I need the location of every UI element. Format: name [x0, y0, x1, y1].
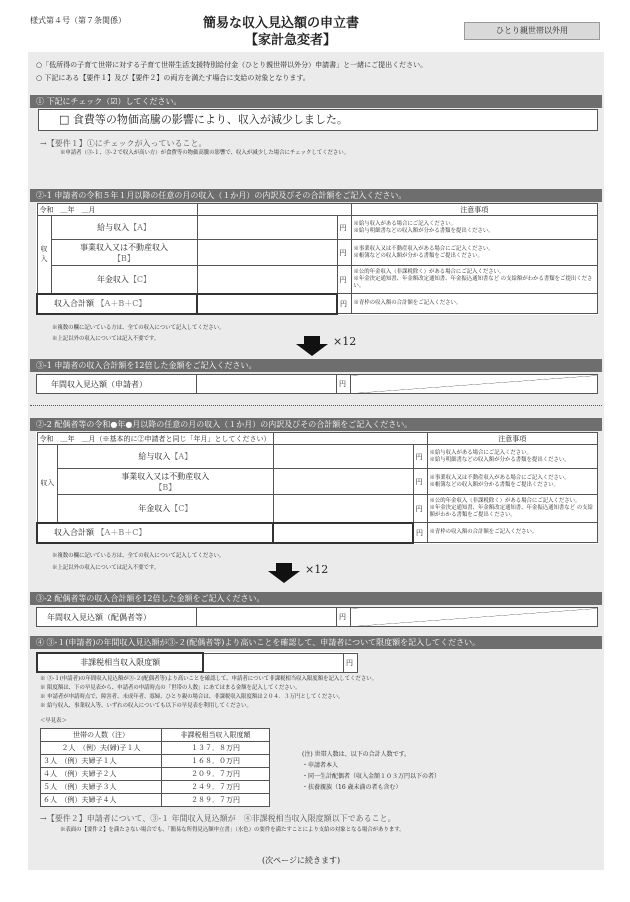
- down-arrow-icon: [268, 571, 300, 583]
- spouse-salary-input[interactable]: [273, 445, 413, 469]
- quick-th-1: 世帯の人数（注）: [41, 729, 162, 742]
- yen-unit: 円: [337, 216, 351, 240]
- yen-unit: 円: [337, 608, 351, 627]
- section-3-1-bar: ③-1 申請者の収入合計額を12倍した金額をご記入ください。: [30, 359, 602, 372]
- pension-input[interactable]: [197, 266, 337, 294]
- limit-note-3: ※ 申請者が申請時点で、障害者、未成年者、寡婦、ひとり親の場合は、非課税収入限度額は２０４．３万円としてください。: [40, 694, 344, 700]
- spouse-income-month: 令和 ＿年 ＿月（※基本的に②申請者と同じ「年月」としてください）: [37, 433, 273, 445]
- salary-tag: 【A】: [129, 223, 151, 232]
- salary-label: 給与収入: [138, 452, 171, 461]
- salary-note-2: ※給与明細書などの収入額が分かる書類を提出ください。: [429, 456, 570, 463]
- reduction-checkbox[interactable]: □ 食費等の物価高騰の影響により、収入が減少しました。: [38, 109, 598, 131]
- yen-unit: 円: [413, 445, 427, 469]
- business-tag: 【B】: [154, 482, 177, 492]
- section-2-2-bar: ②-2 配偶者等の令和●年●月以降の任意の月の収入（１か月）の内訳及びその合計額をご記入ください。: [30, 418, 602, 431]
- limit-table: [36, 652, 358, 673]
- applicant-annual-table: [36, 374, 598, 394]
- page-subtitle: 【家計急変者】: [245, 33, 337, 48]
- yen-unit: 円: [343, 653, 357, 672]
- salary-input[interactable]: [197, 216, 337, 240]
- limit-note-4: ※ 給与収入、事業収入等、いずれの収入についても以下の早見表を利用してください。: [40, 703, 252, 709]
- intro-line-1: ○「低所得の子育て世帯に対する子育て世帯生活支援特別給付金（ひとり親世帯以外分）申請書」と一緒にご提出ください。: [36, 61, 428, 69]
- foot-note-2: ※上記以外の収入については記入不要です。: [52, 336, 160, 342]
- notes-header: 注意事項: [351, 204, 598, 216]
- yen-unit: 円: [337, 294, 351, 314]
- pension-tag: 【C】: [170, 503, 193, 513]
- salary-note-1: ※給与収入がある場合にご記入ください。: [429, 449, 532, 456]
- yen-unit: 円: [413, 469, 427, 495]
- page-title: 簡易な収入見込額の申立書: [203, 16, 360, 31]
- requirement-2-note: ※表面の【要件２】を満たさない場合でも、「簡易な所得見込額申立書」（水色）の要件を満たすことにより支給の対象となる場合があります。: [60, 827, 405, 833]
- pension-note-1: ※公的年金収入（非課税除く）がある場合にご記入ください。: [353, 269, 505, 275]
- quick-row-1-size: ２人 （例）夫(婦)子１人: [41, 742, 162, 755]
- form-type-badge: ひとり親世帯以外用: [464, 22, 600, 40]
- requirement-1: →【要件１】①にチェックが入っていること。: [40, 139, 207, 148]
- applicant-income-table: [36, 203, 598, 315]
- household-note-3: ・同一生計配偶者（収入金額１０３万円以下の者）: [302, 773, 441, 780]
- section-1-bar: ① 下記にチェック（☑）してください。: [30, 95, 602, 108]
- quick-table-caption: ＜早見表＞: [40, 718, 67, 724]
- business-label: 事業収入又は不動産収入: [121, 471, 210, 481]
- pension-label: 年金収入: [96, 274, 129, 284]
- household-note-1: (注) 世帯人数は、以下の合計人数です。: [302, 751, 411, 758]
- business-tag: 【B】: [113, 253, 135, 263]
- limit-label: 非課税相当収入限度額: [37, 653, 203, 672]
- pension-note-2: ※年金決定通知書、年金額改定通知書、年金振込通知書など の支給額がわかる書類をご提出ください。: [429, 505, 593, 518]
- pension-tag: 【C】: [128, 274, 152, 284]
- quick-th-2: 非課税相当収入限度額: [161, 729, 269, 742]
- continued-footer: (次ページに続きます): [262, 856, 341, 865]
- quick-row-5-size: ６人 （例）夫婦子４人: [41, 794, 162, 807]
- limit-note-2: ※ 限度額は、下の早見表から、申請者の申請時点の「世帯の人数」にあてはまる金額を記入してください。: [40, 685, 301, 691]
- spouse-annual-input[interactable]: [197, 608, 337, 627]
- yen-unit: 円: [413, 495, 427, 523]
- spouse-income-table: [36, 432, 598, 544]
- total-tag: 【A＋B＋C】: [96, 299, 147, 308]
- quick-row-2-size: ３人 （例）夫婦子１人: [41, 755, 162, 768]
- spouse-business-input[interactable]: [273, 469, 413, 495]
- yen-unit: 円: [337, 375, 351, 394]
- total-input[interactable]: [197, 294, 337, 314]
- foot-note-2: ※上記以外の収入については記入不要です。: [52, 565, 160, 571]
- spouse-pension-input[interactable]: [273, 495, 413, 523]
- foot-note-1: ※複数の欄に記いている方は、全ての収入について記入してください。: [52, 553, 225, 559]
- down-arrow-icon: [276, 563, 292, 571]
- household-note-2: ・申請者本人: [302, 762, 339, 769]
- divider: [30, 405, 602, 406]
- form-number: 様式第４号（第７条関係）: [30, 16, 126, 25]
- total-note: ※青枠の収入額の合計額をご記入ください。: [351, 294, 598, 314]
- total-note: ※青枠の収入額の合計額をご記入ください。: [427, 523, 598, 543]
- salary-tag: 【A】: [170, 452, 193, 461]
- quick-row-3-limit: ２０９．７万円: [161, 768, 269, 781]
- yen-unit: 円: [337, 266, 351, 294]
- requirement-2: →【要件２】申請者について、③-１ 年間収入見込額が ④非課税相当収入限度額以下であること。: [40, 814, 396, 823]
- pension-note-1: ※公的年金収入（非課税除く）がある場合にご記入ください。: [429, 498, 581, 504]
- times-12: ×12: [333, 335, 357, 348]
- pension-label: 年金収入: [138, 503, 171, 513]
- section-4-bar: ④ ③-１(申請者)の年間収入見込額が③-２(配偶者等)より高いことを確認して、申請者について限度額を記入してください。: [30, 636, 602, 649]
- intro-line-2: ○ 下記にある【要件１】及び【要件２】の両方を満たす場合に支給の対象となります。: [36, 74, 310, 82]
- applicant-annual-label: 年間収入見込額（申請者）: [37, 375, 197, 394]
- business-note-2: ※帳簿などの収入額が分かる書類をご提出ください。: [353, 252, 483, 259]
- limit-input[interactable]: [203, 653, 343, 672]
- salary-label: 給与収入: [97, 223, 130, 232]
- yen-unit: 円: [413, 523, 427, 543]
- business-note-2: ※帳簿などの収入額が分かる書類をご提出ください。: [429, 481, 559, 488]
- business-note-1: ※事業収入又は不動産収入がある場合にご記入ください。: [353, 245, 494, 252]
- business-input[interactable]: [197, 240, 337, 266]
- down-arrow-icon: [296, 344, 328, 356]
- quick-row-1-limit: １３７．８万円: [161, 742, 269, 755]
- down-arrow-icon: [304, 336, 320, 344]
- household-note-4: ・扶養親族（16 歳未満の者も含む）: [302, 784, 402, 791]
- total-tag: 【A＋B＋C】: [96, 528, 147, 537]
- quick-row-2-limit: １６８．０万円: [161, 755, 269, 768]
- section-1-note: ※申請者（③-１、③-２で収入が高い方）が食費等の物価高騰の影響で、収入が減少した場合にチェックしてください。: [60, 150, 350, 156]
- business-label: 事業収入又は不動産収入: [80, 242, 168, 252]
- quick-row-5-limit: ２８９．７万円: [161, 794, 269, 807]
- quick-reference-table: [40, 728, 270, 807]
- income-side-label: 収入: [37, 445, 58, 523]
- yen-unit: 円: [337, 240, 351, 266]
- limit-note-1: ※ ③-１(申請者)の年間収入見込額が③-２(配偶者等)より高いことを確認して、申請者について非課税相当収入限度額を記入してください。: [40, 676, 377, 682]
- section-3-2-bar: ③-2 配偶者等の収入合計額を12倍した金額をご記入ください。: [30, 592, 602, 605]
- pension-note-2: ※年金決定通知書、年金額改定通知書、年金振込通知書など の支給額がわかる書類をご提出ください。: [353, 276, 593, 289]
- business-note-1: ※事業収入又は不動産収入がある場合にご記入ください。: [429, 474, 570, 481]
- section-2-1-bar: ②-1 申請者の令和５年１月以降の任意の月の収入（１か月）の内訳及びその合計額をご記入ください。: [30, 189, 602, 202]
- quick-row-4-size: ５人 （例）夫婦子３人: [41, 781, 162, 794]
- total-label: 収入合計額: [54, 528, 94, 537]
- spouse-annual-label: 年間収入見込額（配偶者等）: [37, 608, 197, 627]
- income-month: 令和 ＿年 ＿月: [37, 204, 197, 216]
- salary-note-1: ※給与収入がある場合にご記入ください。: [353, 220, 456, 227]
- quick-row-4-limit: ２４９．７万円: [161, 781, 269, 794]
- times-12: ×12: [305, 563, 329, 576]
- income-side-label: 収入: [37, 216, 51, 294]
- spouse-total-input[interactable]: [273, 523, 413, 543]
- foot-note-1: ※複数の欄に記いている方は、全ての収入について記入してください。: [52, 325, 225, 331]
- total-label: 収入合計額: [54, 299, 94, 308]
- spouse-annual-table: [36, 607, 598, 627]
- quick-row-3-size: ４人 （例）夫婦子２人: [41, 768, 162, 781]
- applicant-annual-input[interactable]: [197, 375, 337, 394]
- notes-header: 注意事項: [427, 433, 598, 445]
- salary-note-2: ※給与明細書などの収入額が分かる書類を提出ください。: [353, 227, 494, 234]
